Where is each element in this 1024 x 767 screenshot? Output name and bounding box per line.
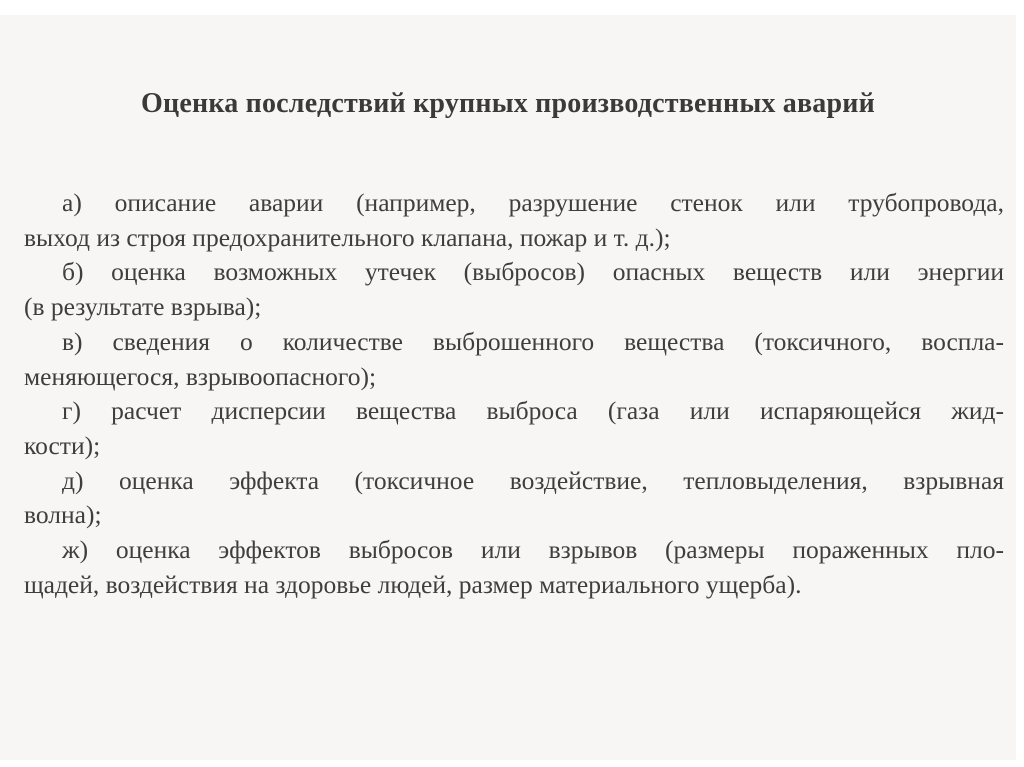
item-a-line-1: а) описание аварии (например, разрушение стенок или трубопровода, [62,188,1004,217]
item-b-line-2: (в результате взрыва); [24,292,262,322]
item-v-line-1: в) сведения о количестве выброшенного вещества (токсичного, воспла- [62,326,1004,356]
slide [0,15,1016,760]
slide-title: Оценка последствий крупных производственных аварий [141,88,875,119]
slide-body [24,186,1004,602]
item-b-line-1: б) оценка возможных утечек (выбросов) опасных веществ или энергии [62,257,1004,287]
item-a-line-2: выход из строя предохранительного клапана, пожар и т. д.); [24,222,671,252]
item-d-line-1: д) оценка эффекта (токсичное воздействие, тепловыделения, взрывная [62,465,1004,495]
item-g-line-1: г) расчет дисперсии вещества выброса (газа или испаряющейся жид- [62,396,1004,426]
item-zh-line-2: щадей, воздействия на здоровье людей, размер материального ущерба). [24,569,802,599]
item-zh-line-1: ж) оценка эффектов выбросов или взрывов (размеры пораженных пло- [62,535,1004,565]
item-g-line-2: кости); [24,430,101,460]
item-d-line-2: волна); [24,500,102,530]
item-v-line-2: меняющегося, взрывоопасного); [24,361,377,391]
